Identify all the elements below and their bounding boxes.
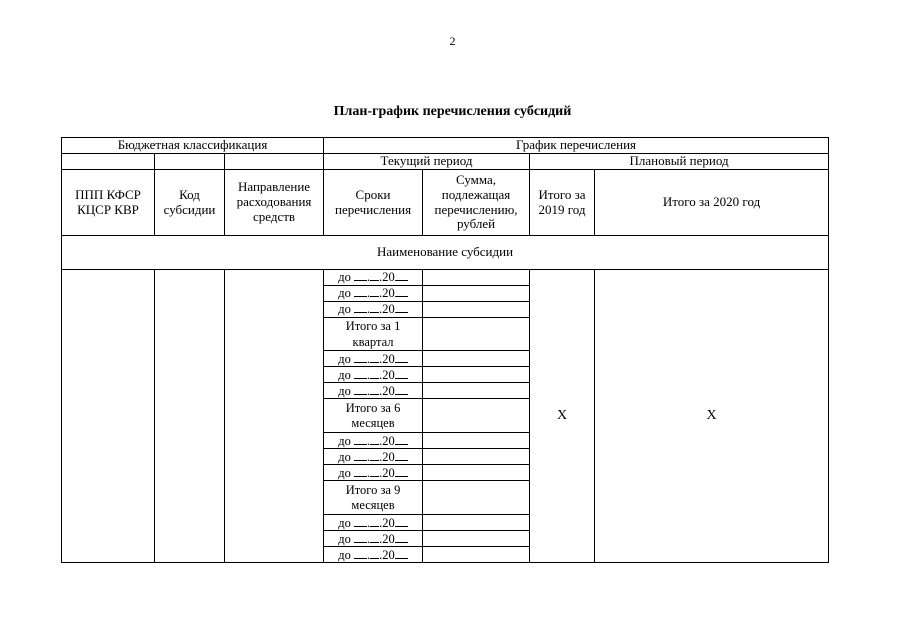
date-row: до . .20 bbox=[324, 367, 423, 383]
total-2019-mark: Х bbox=[530, 270, 595, 563]
page-number: 2 bbox=[449, 34, 456, 48]
date-row: до . .20 bbox=[324, 531, 423, 547]
empty-cell bbox=[62, 154, 155, 170]
current-period-header: Текущий период bbox=[324, 154, 530, 170]
col-header-total-2020: Итого за 2020 год bbox=[595, 170, 829, 236]
total-2020-mark: Х bbox=[595, 270, 829, 563]
total-q1: Итого за 1 квартал bbox=[324, 318, 423, 351]
amount-cell bbox=[423, 399, 530, 433]
amount-cell bbox=[423, 351, 530, 367]
col-header-subsidy-code: Код субсидии bbox=[155, 170, 225, 236]
date-row: до . .20 bbox=[324, 351, 423, 367]
date-row: до . .20 bbox=[324, 286, 423, 302]
direction-cell bbox=[225, 270, 324, 563]
col-header-direction: Направление расходования средств bbox=[225, 170, 324, 236]
col-header-ppp: ППП КФСР КЦСР КВР bbox=[62, 170, 155, 236]
date-row: до . .20 bbox=[324, 465, 423, 481]
amount-cell bbox=[423, 367, 530, 383]
col-header-dates: Сроки перечисления bbox=[324, 170, 423, 236]
amount-cell bbox=[423, 515, 530, 531]
subsidy-code-cell bbox=[155, 270, 225, 563]
empty-cell bbox=[155, 154, 225, 170]
amount-cell bbox=[423, 433, 530, 449]
total-6m: Итого за 6 месяцев bbox=[324, 399, 423, 433]
ppp-cell bbox=[62, 270, 155, 563]
col-header-amount: Сумма, подлежащая перечислению, рублей bbox=[423, 170, 530, 236]
amount-cell bbox=[423, 465, 530, 481]
subsidy-name-row: Наименование субсидии bbox=[62, 236, 829, 270]
amount-cell bbox=[423, 318, 530, 351]
subsidy-schedule-table bbox=[61, 137, 829, 563]
amount-cell bbox=[423, 547, 530, 563]
transfer-schedule-header: График перечисления bbox=[324, 138, 829, 154]
date-row: до . .20 bbox=[324, 449, 423, 465]
amount-cell bbox=[423, 302, 530, 318]
budget-classification-header: Бюджетная классификация bbox=[62, 138, 324, 154]
total-9m: Итого за 9 месяцев bbox=[324, 481, 423, 515]
date-row: до . .20 bbox=[324, 302, 423, 318]
date-row: до . .20 bbox=[324, 515, 423, 531]
date-row: до . .20 bbox=[324, 270, 423, 286]
col-header-total-2019: Итого за 2019 год bbox=[530, 170, 595, 236]
empty-cell bbox=[225, 154, 324, 170]
amount-cell bbox=[423, 383, 530, 399]
amount-cell bbox=[423, 270, 530, 286]
date-row: до . .20 bbox=[324, 383, 423, 399]
date-row: до . .20 bbox=[324, 433, 423, 449]
planned-period-header: Плановый период bbox=[530, 154, 829, 170]
amount-cell bbox=[423, 286, 530, 302]
amount-cell bbox=[423, 449, 530, 465]
date-row: до . .20 bbox=[324, 547, 423, 563]
page-title: План-график перечисления субсидий bbox=[333, 104, 572, 119]
amount-cell bbox=[423, 481, 530, 515]
amount-cell bbox=[423, 531, 530, 547]
